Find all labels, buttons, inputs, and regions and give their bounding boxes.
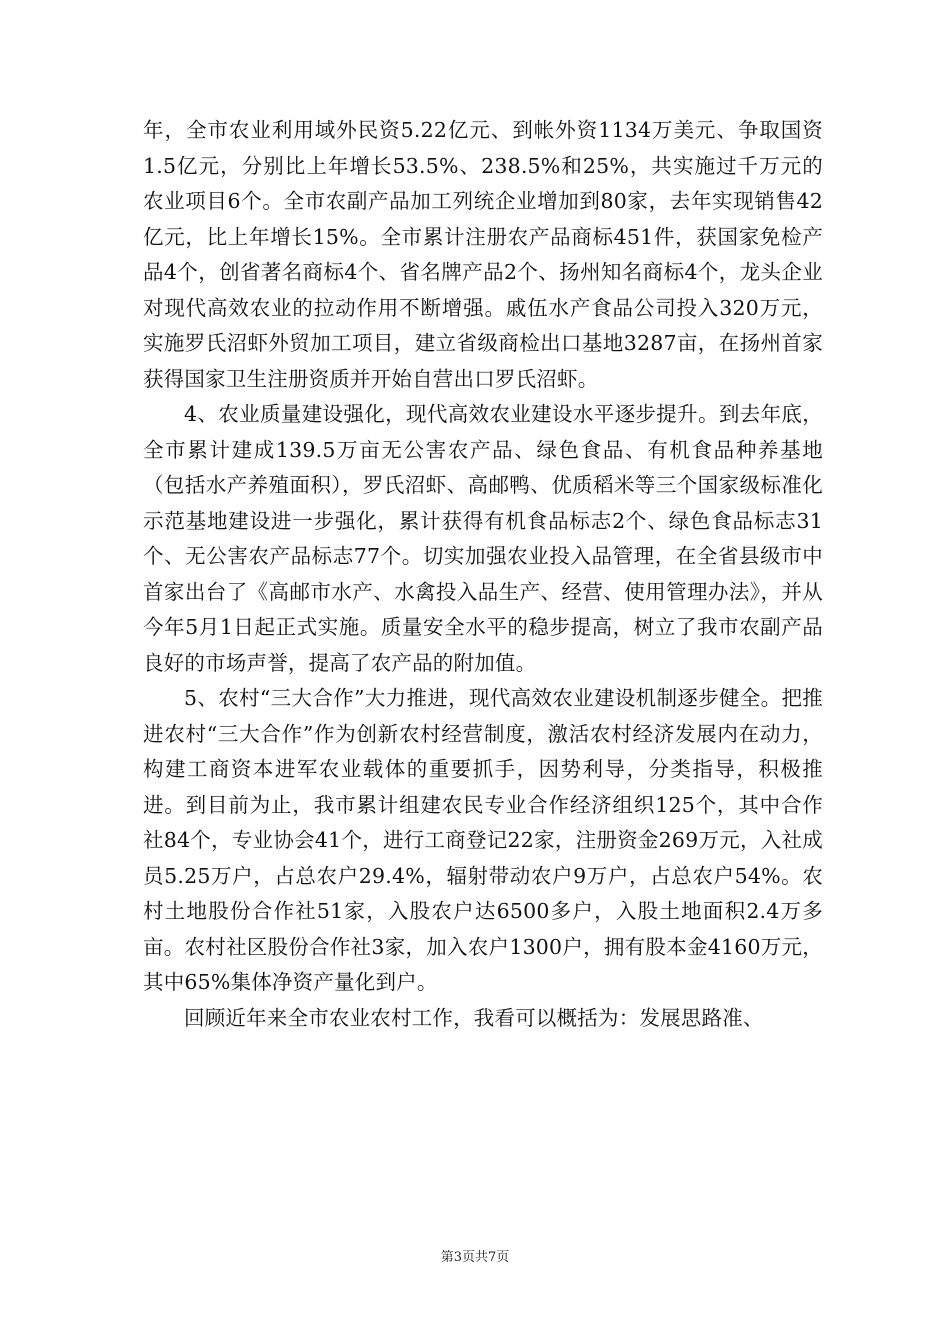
paragraph-three-cooperations: 5、农村“三大合作”大力推进，现代高效农业建设机制逐步健全。把推进农村“三大合作”作为创新农村经营制度，激活农村经济发展内在动力，构建工商资本进军农业载体的重要抓手，因势利导，分类指导，积极推进。到目前为止，我市累计组建农民专业合作经济组织125个，其中合作社84个，专业协会41个，进行工商登记22家，注册资金269万元，入社成员5.25万户，占总农户29.4%，辐射带动农户9万户，占总农户54%。农村土地股份合作社51家，入股农户达6500多户，入股土地面积2.4万多亩。农村社区股份合作社3家，加入农户1300户，拥有股本金4160万元，其中65%集体净资产量化到户。 (143, 686, 823, 994)
document-body (143, 113, 823, 1036)
page-footer (0, 1246, 950, 1265)
paragraph-continuation: 年，全市农业利用域外民资5.22亿元、到帐外资1134万美元、争取国资1.5亿元，分别比上年增长53.5%、238.5%和25%，共实施过千万元的农业项目6个。全市农副产品加工列统企业增加到80家，去年实现销售42亿元，比上年增长15%。全市累计注册农产品商标451件，获国家免检产品4个，创省著名商标4个、省名牌产品2个、扬州知名商标4个，龙头企业对现代高效农业的拉动作用不断增强。戚伍水产食品公司投入320万元，实施罗氏沼虾外贸加工项目，建立省级商检出口基地3287亩，在扬州首家获得国家卫生注册资质并开始自营出口罗氏沼虾。 (143, 118, 823, 391)
paragraph-quality-construction: 4、农业质量建设强化，现代高效农业建设水平逐步提升。到去年底，全市累计建成139.5万亩无公害农产品、绿色食品、有机食品种养基地（包括水产养殖面积），罗氏沼虾、高邮鸭、优质稻米等三个国家级标准化示范基地建设进一步强化，累计获得有机食品标志2个、绿色食品标志31个、无公害农产品标志77个。切实加强农业投入品管理，在全省县级市中首家出台了《高邮市水产、水禽投入品生产、经营、使用管理办法》，并从今年5月1日起正式实施。质量安全水平的稳步提高，树立了我市农副产品良好的市场声誉，提高了农产品的附加值。 (143, 402, 823, 675)
paragraph-review: 回顾近年来全市农业农村工作，我看可以概括为：发展思路准、 (184, 1005, 764, 1030)
page-number: 第3页共7页 (440, 1250, 510, 1265)
